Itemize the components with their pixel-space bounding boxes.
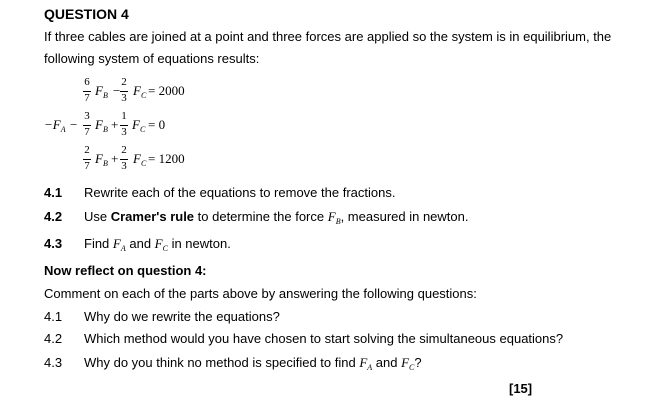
equation-1 (78, 76, 218, 110)
reflect-text: Which method would you have chosen to start solving the simultaneous equations? (84, 331, 564, 346)
task-number: 4.3 (44, 236, 63, 251)
variable-fb: $F_B$ (95, 83, 108, 100)
operator-minus: − (70, 117, 78, 132)
fraction-denominator: 3 (121, 160, 127, 172)
reflect-number: 4.3 (44, 355, 63, 370)
fraction-numerator: 1 (121, 110, 127, 122)
fraction-denominator: 7 (84, 126, 90, 138)
equation-rhs: = 2000 (148, 83, 185, 98)
reflect-text: Why do you think no method is specified to find $F_A$ and $F_C$? (84, 355, 422, 372)
equation-rhs: = 0 (148, 117, 166, 132)
reflect-intro: Comment on each of the parts above by answering the following questions: (44, 286, 477, 301)
fraction-numerator: 2 (121, 76, 127, 88)
reflect-heading: Now reflect on question 4: (44, 263, 207, 278)
cramers-rule-term: Cramer's rule (110, 209, 195, 224)
question-heading: QUESTION 4 (44, 6, 129, 22)
variable-fb: $F_B$ (95, 151, 108, 168)
variable-fb: $F_B$ (95, 117, 108, 134)
equation-2 (44, 110, 184, 144)
operator-plus: + (111, 117, 119, 132)
fraction-numerator: 3 (84, 110, 90, 122)
total-marks: [15] (509, 381, 533, 396)
fraction-denominator: 7 (84, 92, 90, 104)
operator-minus: − (113, 83, 121, 98)
fraction-numerator: 2 (84, 144, 90, 156)
operator-plus: + (111, 151, 119, 166)
fraction-denominator: 3 (121, 92, 127, 104)
task-number: 4.2 (44, 209, 63, 224)
reflect-number: 4.2 (44, 331, 63, 346)
fraction-denominator: 7 (84, 160, 90, 172)
variable-fc: $F_C$ (133, 83, 147, 100)
reflect-text: Why do we rewrite the equations? (84, 309, 280, 324)
equation-rhs: = 1200 (148, 151, 185, 166)
fraction-denominator: 3 (121, 126, 127, 138)
task-number: 4.1 (44, 185, 63, 200)
variable-fa: $-F_A$ (44, 117, 66, 134)
fraction-numerator: 6 (84, 76, 90, 88)
variable-fc: $F_C$ (133, 151, 147, 168)
task-text: Find $F_A$ and $F_C$ in newton. (84, 236, 231, 253)
task-text: Rewrite each of the equations to remove the fractions. (84, 185, 396, 200)
fraction-numerator: 2 (121, 144, 127, 156)
question-intro: If three cables are joined at a point and three forces are applied so the system is in equilibrium, the following system of equations results: (44, 29, 612, 66)
equation-3 (78, 144, 218, 178)
reflect-number: 4.1 (44, 309, 63, 324)
task-text: Use Cramer's rule to determine the force $F_B$, measured in newton. (84, 209, 469, 226)
variable-fc: $F_C$ (132, 117, 146, 134)
